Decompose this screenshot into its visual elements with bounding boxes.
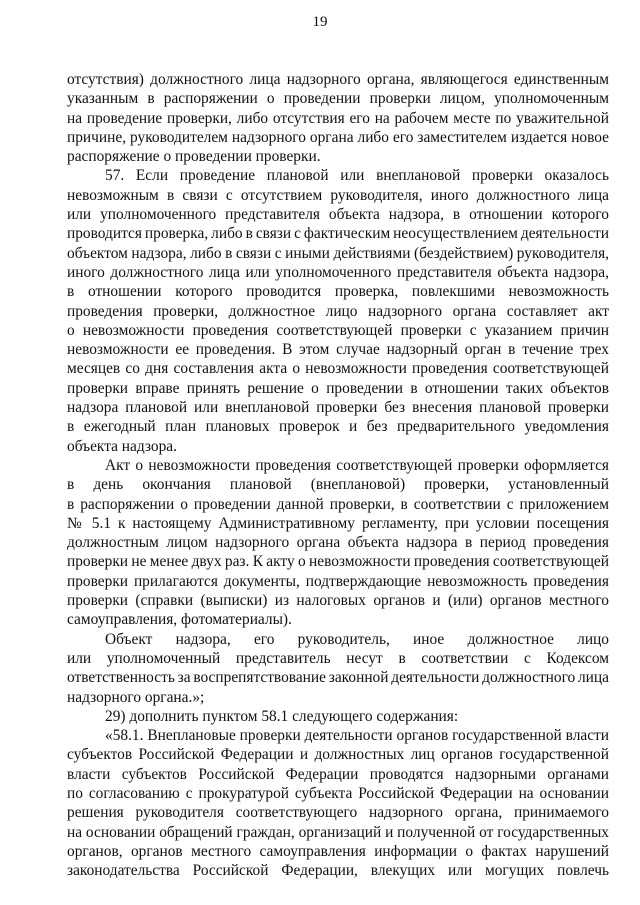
- text-line: проверки не менее двух раз. К акту о невозможности проведения соответствующей: [67, 553, 609, 571]
- text-line: проводится проверка, либо в связи с фактическим неосуществлением деятельности: [67, 225, 609, 243]
- text-line: невозможным в связи с отсутствием руководителя, иного должностного лица: [67, 186, 609, 204]
- paragraph-item-58-1: [67, 726, 609, 880]
- text-line: на основании обращений граждан, организаций и полученной от государственных: [67, 823, 609, 841]
- text-line: о невозможности проведения соответствующей проверки с указанием причин: [67, 321, 609, 339]
- text-line: органов, органов местного самоуправления информации о фактах нарушений: [67, 842, 609, 860]
- paragraph-item-57: [67, 166, 609, 455]
- paragraph-item-29: [67, 707, 609, 726]
- text-line: месяцев со дня составления акта о невозможности проведения соответствующей: [67, 360, 609, 378]
- text-line: на проведение проверки, либо отсутствия его на рабочем месте по уважительной: [67, 109, 609, 127]
- text-line: проведения проверки, должностное лицо надзорного органа составляет акт: [67, 302, 609, 320]
- text-line: распоряжение о проведении проверки.: [67, 148, 321, 166]
- page-number: 19: [312, 14, 328, 30]
- text-line: проверки прилагаются документы, подтверждающие невозможность проведения: [67, 572, 609, 590]
- text-line: в отношении которого проводится проверка, повлекшими невозможность: [67, 283, 609, 301]
- text-line: надзорного органа.»;: [67, 688, 205, 706]
- text-line: причине, руководителем надзорного органа либо его заместителем издается новое: [67, 128, 609, 146]
- text-line: власти субъектов Российской Федерации проводятся надзорными органами: [67, 765, 609, 783]
- text-line: невозможности ее проведения. В этом случае надзорный орган в течение трех: [67, 341, 609, 359]
- text-line: 57. Если проведение плановой или внеплановой проверки оказалось: [105, 167, 609, 185]
- text-line: в день окончания плановой (внеплановой) проверки, установленный: [67, 476, 609, 494]
- text-line: должностным лицом надзорного органа объекта надзора в период проведения: [67, 534, 609, 552]
- text-line: ответственность за воспрепятствование законной деятельности должностного лица: [67, 669, 609, 687]
- text-line: самоуправления, фотоматериалы).: [67, 611, 292, 629]
- text-line: в распоряжении о проведении данной проверки, в соответствии с приложением: [67, 495, 609, 513]
- text-line: по согласованию с прокуратурой субъекта Российской Федерации на основании: [67, 784, 609, 802]
- text-line: Акт о невозможности проведения соответствующей проверки оформляется: [105, 456, 609, 474]
- text-line: отсутствия) должностного лица надзорного органа, являющегося единственным: [67, 71, 609, 88]
- text-line: проверки (справки (выписки) из налоговых органов и (или) органов местного: [67, 592, 609, 610]
- text-line: указанным в распоряжении о проведении проверки лицом, уполномоченным: [67, 90, 609, 108]
- document-body: [67, 70, 609, 880]
- text-line: субъектов Российской Федерации и должностных лиц органов государственной: [67, 746, 609, 764]
- text-line: Объект надзора, его руководитель, иное должностное лицо: [105, 630, 609, 648]
- paragraph-act-impossibility: [67, 456, 609, 630]
- text-line: в ежегодный план плановых проверок и без предварительного уведомления: [67, 418, 609, 436]
- text-line: объектом надзора, либо в связи с иными действиями (бездействием) руководителя,: [67, 244, 609, 262]
- text-line: объекта надзора.: [67, 437, 177, 455]
- text-line: № 5.1 к настоящему Административному регламенту, при условии посещения: [67, 514, 609, 532]
- text-line: иного должностного лица или уполномоченного представителя объекта надзора,: [67, 263, 609, 281]
- text-line: законодательства Российской Федерации, влекущих или могущих повлечь: [67, 862, 609, 880]
- text-line: или уполномоченный представитель несут в соответствии с Кодексом: [67, 649, 609, 667]
- text-line: или уполномоченного представителя объекта надзора, в отношении которого: [67, 206, 609, 224]
- text-line: решения руководителя соответствующего надзорного органа, принимаемого: [67, 804, 609, 822]
- text-line: надзора плановой или внеплановой проверки без внесения плановой проверки: [67, 399, 609, 417]
- paragraph-continuation: [67, 70, 609, 166]
- text-line: проверки вправе принять решение о проведении в отношении таких объектов: [67, 379, 609, 397]
- text-line: «58.1. Внеплановые проверки деятельности органов государственной власти: [105, 727, 609, 745]
- paragraph-responsibility: [67, 630, 609, 707]
- text-line: 29) дополнить пунктом 58.1 следующего содержания:: [105, 707, 459, 725]
